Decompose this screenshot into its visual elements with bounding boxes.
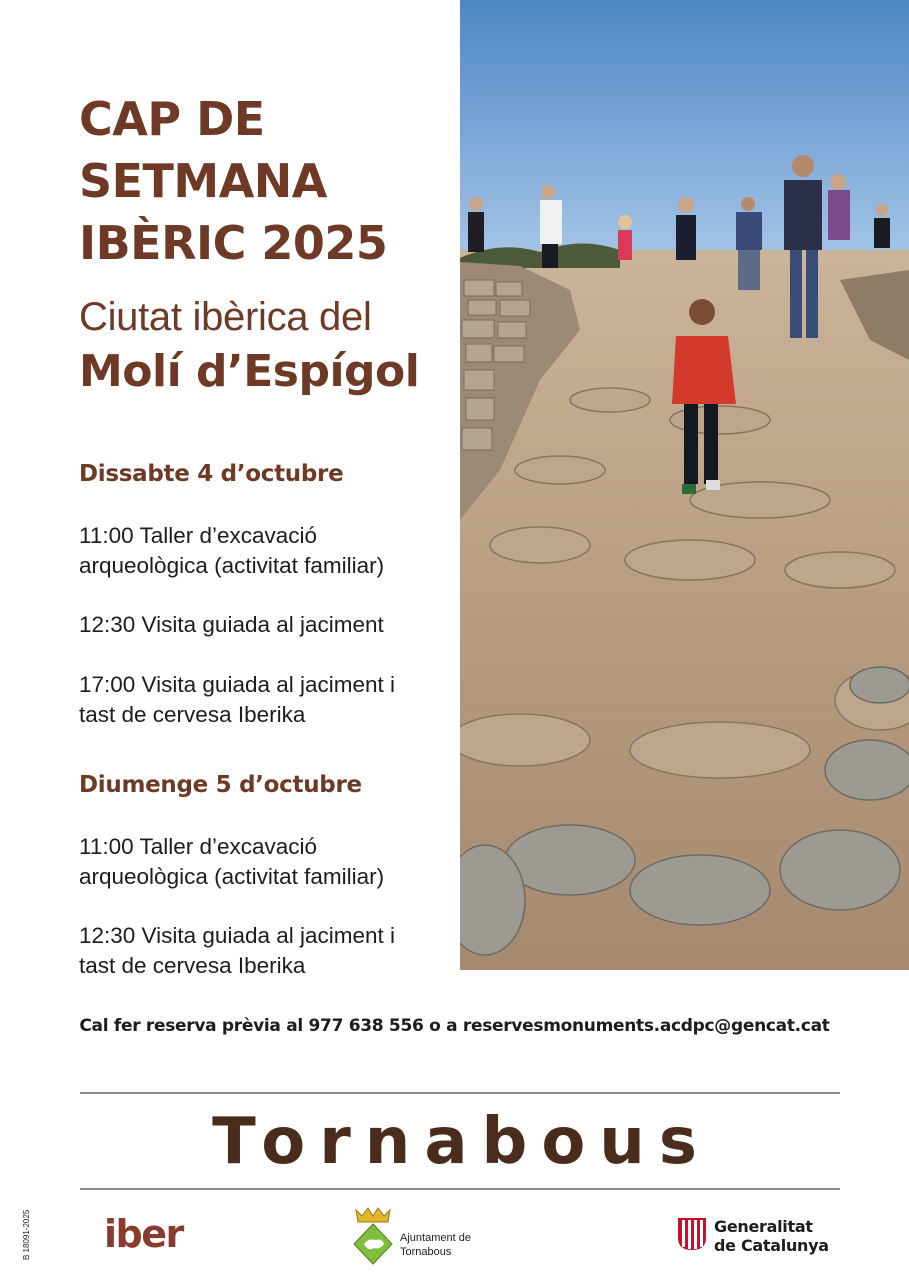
town-name: Tornabous	[212, 1105, 711, 1179]
generalitat-line-2: de Catalunya	[714, 1236, 829, 1255]
event-item	[79, 670, 454, 730]
event-line: arqueològica (activitat familiar)	[79, 553, 385, 578]
generalitat-logo-icon	[676, 1216, 708, 1257]
poster-title	[79, 88, 459, 274]
venue-name: Molí d’Espígol	[79, 346, 420, 397]
event-line: 11:00 Taller d’excavació	[79, 523, 318, 548]
event-line: 11:00 Taller d’excavació	[79, 834, 318, 859]
day-heading-sunday: Diumenge 5 d’octubre	[79, 772, 362, 798]
event-line: 12:30 Visita guiada al jaciment	[79, 612, 384, 637]
poster-subtitle: Ciutat ibèrica del	[79, 295, 372, 339]
event-line: tast de cervesa Iberika	[79, 953, 306, 978]
ajuntament-label	[400, 1231, 471, 1259]
title-line-3: IBÈRIC 2025	[79, 216, 388, 270]
day-heading-saturday: Dissabte 4 d’octubre	[79, 461, 344, 487]
top-divider	[80, 1092, 840, 1094]
generalitat-label	[714, 1217, 829, 1255]
event-line: tast de cervesa Iberika	[79, 702, 306, 727]
title-line-2: SETMANA	[79, 154, 327, 208]
event-item	[79, 610, 454, 640]
event-line: 17:00 Visita guiada al jaciment i	[79, 672, 396, 697]
title-line-1: CAP DE	[79, 92, 265, 146]
ajuntament-line-1: Ajuntament de	[400, 1232, 471, 1244]
event-line: arqueològica (activitat familiar)	[79, 864, 385, 889]
event-item	[79, 521, 454, 581]
site-photo	[460, 0, 909, 970]
event-item	[79, 832, 454, 892]
event-item	[79, 921, 454, 981]
event-line: 12:30 Visita guiada al jaciment i	[79, 923, 396, 948]
generalitat-line-1: Generalitat	[714, 1217, 813, 1236]
ajuntament-line-2: Tornabous	[400, 1246, 452, 1258]
reservation-info: Cal fer reserva prèvia al 977 638 556 o a reservesmonuments.acdpc@gencat.cat	[79, 1016, 830, 1036]
crest-icon	[352, 1206, 394, 1273]
iber-logo: iber	[104, 1212, 183, 1256]
bottom-divider	[80, 1188, 840, 1190]
document-code: B 18091-2025	[22, 1209, 31, 1260]
